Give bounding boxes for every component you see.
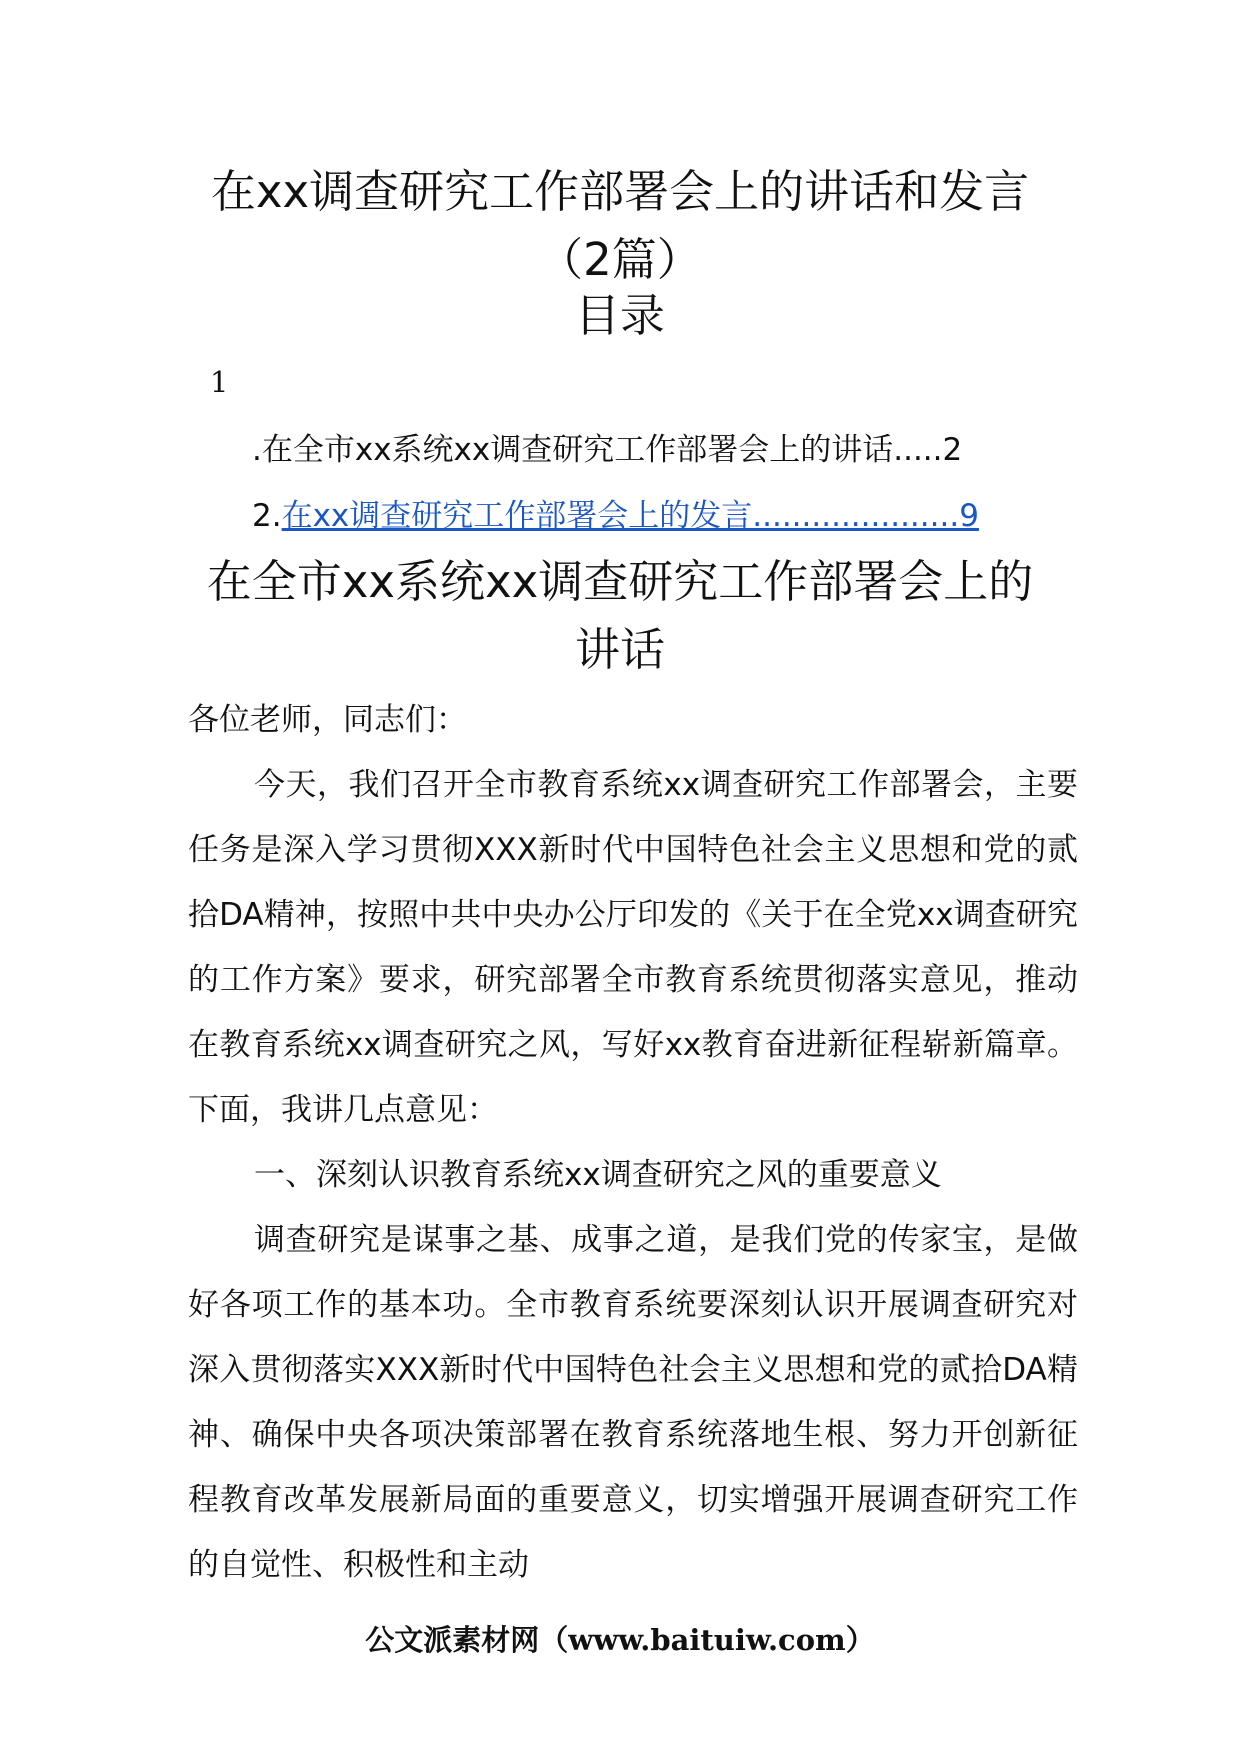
toc-entry-2-link[interactable]: 在xx调查研究工作部署会上的发言.....................9	[281, 498, 979, 534]
greeting: 各位老师，同志们：	[188, 702, 467, 738]
toc-entry-1[interactable]	[252, 428, 1052, 472]
section-title-line2: 讲话	[574, 623, 665, 676]
toc-heading: 目录	[574, 289, 665, 342]
document-title-line2: （2篇）	[538, 233, 702, 286]
section-title	[150, 548, 1090, 684]
document-title-line1: 在xx调查研究工作部署会上的讲话和发言	[210, 165, 1030, 218]
document-title	[150, 158, 1090, 294]
paragraph-1: 今天，我们召开全市教育系统xx调查研究工作部署会，主要任务是深入学习贯彻XXX新时代中国特色社会主义思想和党的贰拾DA精神，按照中共中央办公厅印发的《关于在全党xx调查研究的工作方案》要求，研究部署全市教育系统贯彻落实意见，推动在教育系统xx调查研究之风，写好xx教育奋进新征程崭新篇章。下面，我讲几点意见：	[188, 767, 1078, 1128]
section-title-line1: 在全市xx系统xx调查研究工作部署会上的	[206, 555, 1034, 608]
toc-entry-2[interactable]	[252, 494, 1052, 538]
toc-number: 1	[210, 365, 229, 399]
footer-watermark: 公文派素材网（www.baituiw.com）	[365, 1623, 875, 1657]
toc-entry-1-text[interactable]: .在全市xx系统xx调查研究工作部署会上的讲话.....2	[252, 432, 963, 468]
subheading-1: 一、深刻认识教育系统xx调查研究之风的重要意义	[254, 1157, 942, 1193]
paragraph-2: 调查研究是谋事之基、成事之道，是我们党的传家宝，是做好各项工作的基本功。全市教育系统要深刻认识开展调查研究对深入贯彻落实XXX新时代中国特色社会主义思想和党的贰拾DA精神、确保中央各项决策部署在教育系统落地生根、努力开创新征程教育改革发展新局面的重要意义，切实增强开展调查研究工作的自觉性、积极性和主动	[188, 1222, 1078, 1583]
toc-entry-2-prefix: 2.	[252, 498, 282, 534]
